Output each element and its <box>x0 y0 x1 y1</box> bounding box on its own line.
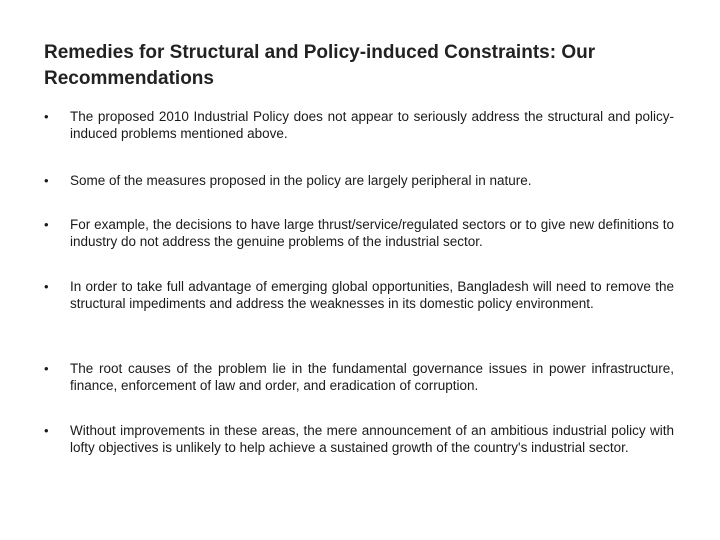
bullet-text: In order to take full advantage of emerging global opportunities, Bangladesh will need to remove the structural impediments and address the weaknesses in its domestic policy environment. <box>70 279 674 311</box>
bullet-text: The proposed 2010 Industrial Policy does not appear to seriously address the structural and policy-induced problems mentioned above. <box>70 109 674 141</box>
bullet-marker: • <box>44 109 49 124</box>
bullet-text: Without improvements in these areas, the mere announcement of an ambitious industrial policy with lofty objectives is unlikely to help achieve a sustained growth of the country's industrial sector. <box>70 423 674 455</box>
bullet-text: For example, the decisions to have large thrust/service/regulated sectors or to give new definitions to industry do not address the genuine problems of the industrial sector. <box>70 217 674 249</box>
bullet-marker: • <box>44 173 49 188</box>
bullet-marker: • <box>44 217 49 232</box>
bullet-marker: • <box>44 423 49 438</box>
bullet-text: The root causes of the problem lie in the fundamental governance issues in power infrastructure, finance, enforcement of law and order, and eradication of corruption. <box>70 361 674 393</box>
bullet-text: Some of the measures proposed in the policy are largely peripheral in nature. <box>70 173 532 188</box>
slide-title: Remedies for Structural and Policy-induced Constraints: Our Recommendations <box>44 42 596 89</box>
bullet-marker: • <box>44 279 49 294</box>
bullet-marker: • <box>44 361 49 376</box>
